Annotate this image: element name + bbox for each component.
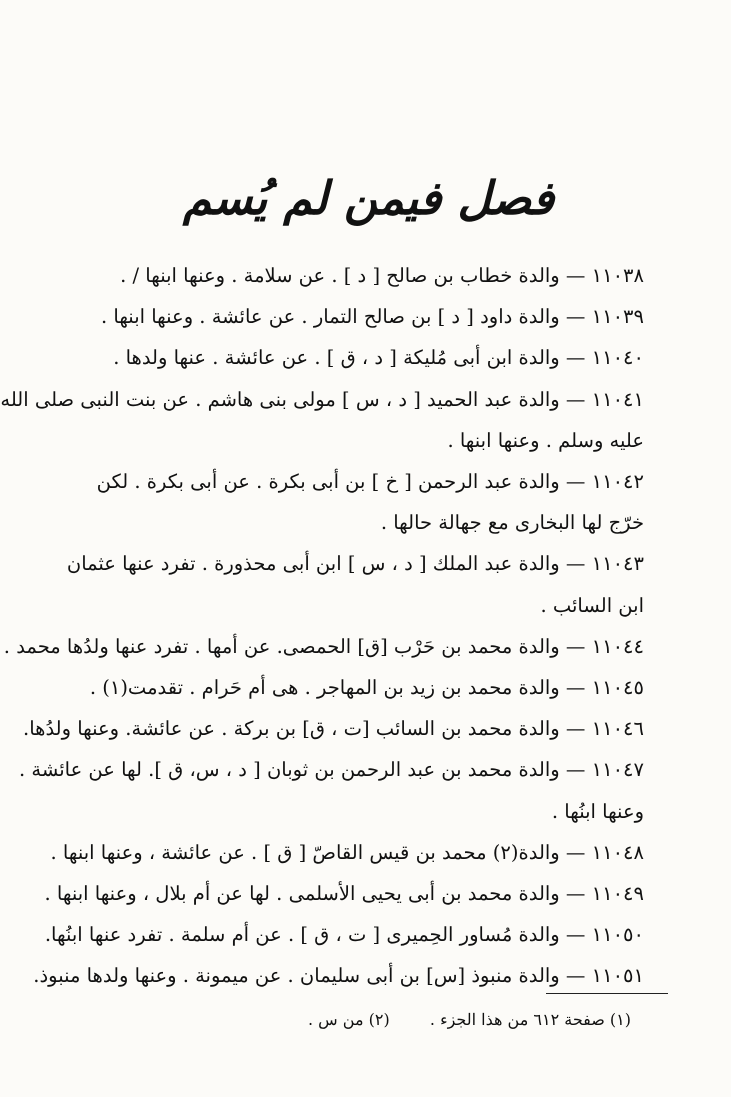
footnote-2: (٢) من س . — [308, 1010, 390, 1029]
entry-text: ١١٠٤٩ — والدة محمد بن أبى يحيى الأسلمى . لها عن أم بلال ، وعنها ابنها . — [44, 882, 644, 906]
footnotes — [308, 1010, 631, 1029]
list-item — [23, 708, 644, 749]
list-item — [18, 749, 644, 831]
entry-text: ١١٠٥٠ — والدة مُساور الحِميرى [ ت ، ق ] . عن أم سلمة . تفرد عنها ابنُها. — [44, 923, 644, 947]
list-item — [100, 296, 644, 337]
list-item — [44, 914, 644, 955]
entry-continuation: وعنها ابنُها . — [551, 799, 644, 823]
list-item — [66, 543, 644, 625]
chapter-title: فصل فيمن لم يُسم — [182, 171, 555, 225]
entry-text: ١١٠٤٦ — والدة محمد بن السائب [ت ، ق] بن بركة . عن عائشة. وعنها ولدُها. — [23, 717, 644, 741]
entry-continuation: خرّج لها البخارى مع جهالة حالها . — [380, 511, 644, 535]
entry-text: ١١٠٤٧ — والدة محمد بن عبد الرحمن بن ثوبان [ د ، س، ق ]. لها عن عائشة . — [18, 758, 644, 782]
list-item — [89, 667, 644, 708]
entry-text: ١١٠٤١ — والدة عبد الحميد [ د ، س ] مولى بنى هاشم . عن بنت النبى صلى الله — [0, 387, 644, 411]
entry-continuation: ابن السائب . — [540, 593, 644, 617]
list-item — [114, 255, 644, 296]
entries-list — [0, 255, 644, 997]
footnote-divider — [546, 993, 668, 994]
entry-text: ١١٠٤٢ — والدة عبد الرحمن [ خ ] بن أبى بكرة . عن أبى بكرة . لكن — [96, 470, 644, 494]
entry-text: ١١٠٤٤ — والدة محمد بن حَرْب [ق] الحمصى. عن أمها . تفرد عنها ولدُها محمد . — [3, 634, 644, 658]
list-item — [33, 955, 644, 996]
entry-text: ١١٠٥١ — والدة منبوذ [س] بن أبى سليمان . عن ميمونة . وعنها ولدها منبوذ. — [33, 964, 644, 988]
entry-text: ١١٠٤٨ — والدة(٢) محمد بن قيس القاصّ [ ق ] . عن عائشة ، وعنها ابنها . — [50, 840, 644, 864]
list-item — [50, 832, 644, 873]
list-item — [114, 337, 644, 378]
entry-text: ١١٠٤٥ — والدة محمد بن زيد بن المهاجر . هى أم حَرام . تقدمت(١) . — [89, 676, 644, 700]
footnote-1: (١) صفحة ٦١٢ من هذا الجزء . — [429, 1010, 631, 1029]
entry-text: ١١٠٤٠ — والدة ابن أبى مُليكة [ د ، ق ] . عن عائشة . عنها ولدها . — [113, 346, 644, 370]
entry-text: ١١٠٣٨ — والدة خطاب بن صالح [ د ] . عن سلامة . وعنها ابنها / . — [120, 264, 644, 287]
list-item — [0, 379, 644, 461]
entry-continuation: عليه وسلم . وعنها ابنها . — [447, 428, 644, 452]
list-item — [3, 626, 644, 667]
entry-text: ١١٠٤٣ — والدة عبد الملك [ د ، س ] ابن أبى محذورة . تفرد عنها عثمان — [66, 552, 644, 576]
entry-text: ١١٠٣٩ — والدة داود [ د ] بن صالح التمار . عن عائشة . وعنها ابنها . — [100, 305, 644, 329]
list-item — [96, 461, 644, 543]
list-item — [44, 873, 644, 914]
